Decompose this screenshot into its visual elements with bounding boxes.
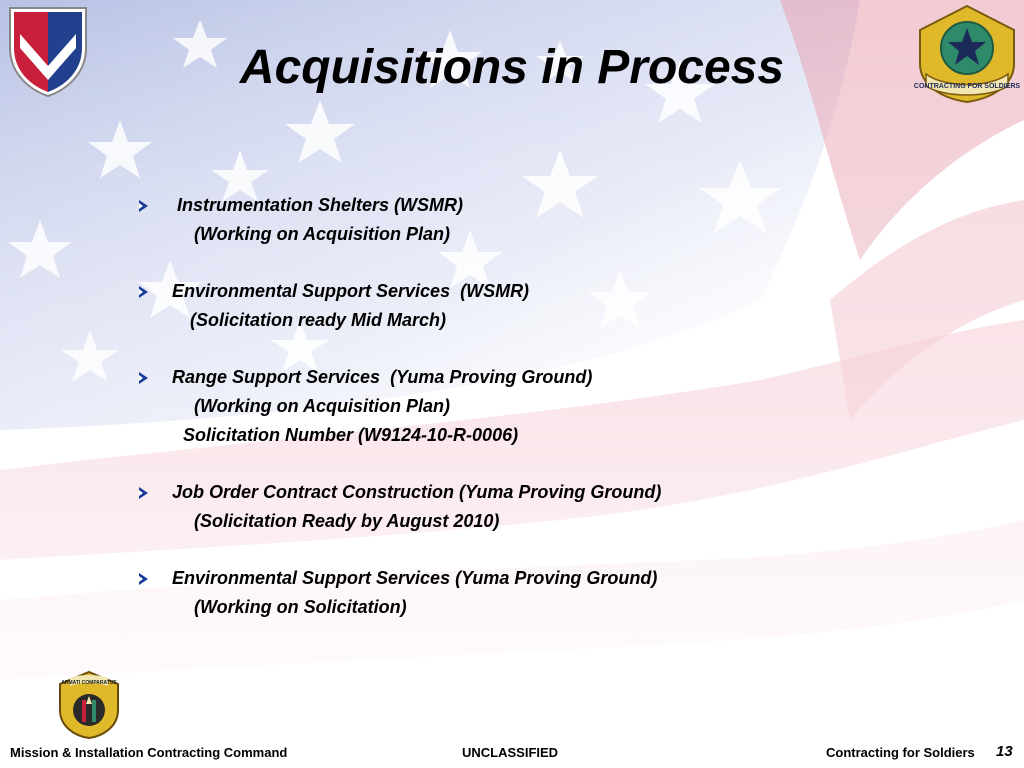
- bullet-detail: (Working on Solicitation): [194, 597, 407, 617]
- bullet-arrow-icon: [139, 372, 148, 384]
- bullet-heading: Range Support Services (Yuma Proving Ground): [172, 367, 593, 387]
- bullet-arrow-icon: [139, 286, 148, 298]
- bullet-arrow-icon: [139, 487, 148, 499]
- svg-text:ARMATI COMPARATUS: ARMATI COMPARATUS: [61, 680, 117, 686]
- bullet-heading: Job Order Contract Construction (Yuma Proving Ground): [172, 482, 662, 502]
- bullet-detail: (Working on Acquisition Plan): [194, 224, 450, 244]
- bullet-detail: (Solicitation ready Mid March): [190, 310, 447, 330]
- footer-tagline: Contracting for Soldiers: [826, 745, 975, 760]
- page-number: 13: [996, 743, 1013, 760]
- svg-text:CONTRACTING FOR SOLDIERS: CONTRACTING FOR SOLDIERS: [914, 83, 1020, 90]
- bullet-detail: (Solicitation Ready by August 2010): [194, 511, 500, 531]
- bullet-heading: Instrumentation Shelters (WSMR): [177, 195, 464, 215]
- footer-classification: UNCLASSIFIED: [462, 745, 559, 760]
- footer-organization: Mission & Installation Contracting Command: [10, 745, 288, 760]
- bullet-arrow-icon: [139, 573, 148, 585]
- bullet-detail: Solicitation Number (W9124-10-R-0006): [183, 425, 519, 445]
- bullet-heading: Environmental Support Services (Yuma Proving Ground): [172, 568, 658, 588]
- bullet-arrow-icon: [139, 200, 148, 212]
- slide-title: Acquisitions in Process: [239, 41, 785, 94]
- bullet-heading: Environmental Support Services (WSMR): [172, 281, 530, 301]
- bullet-detail: (Working on Acquisition Plan): [194, 396, 450, 416]
